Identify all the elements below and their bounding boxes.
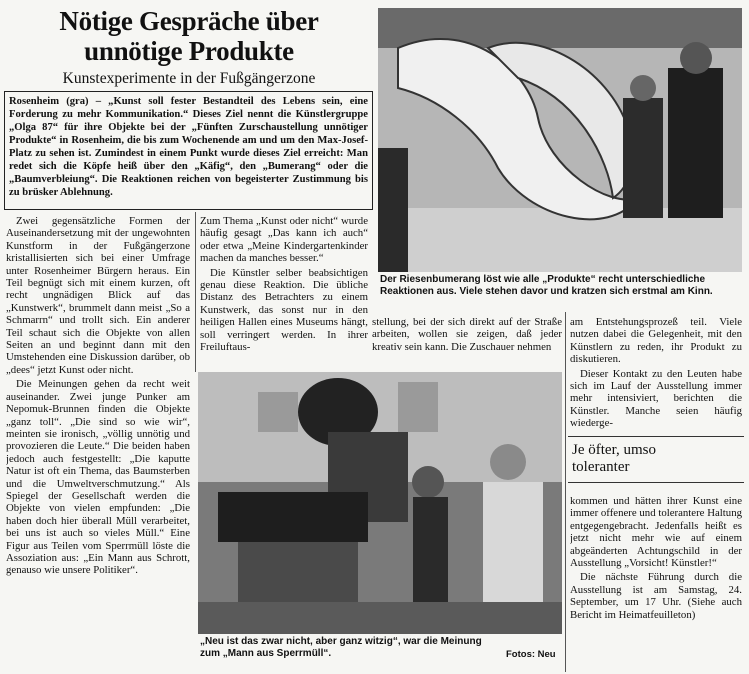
column-4-top (570, 316, 742, 432)
column-4-paragraph-4: Die nächste Führung durch die Ausstellung ist am Samstag, 24. September, um 17 Uhr. (Siehe auch Bericht im Heimatfeuilleton) (570, 571, 742, 621)
column-4-paragraph-2: Dieser Kontakt zu den Leuten habe sich im Lauf der Ausstellung immer mehr intensiviert, berichten die Künstler. Manche seien häufig wiederge- (570, 367, 742, 430)
column-2-paragraph-1: Zum Thema „Kunst oder nicht“ wurde häufig gesagt „Das kann ich auch“ oder etwa „Meine Kindergartenkinder machen da manches besser.“ (200, 215, 368, 265)
photo-sperrmuell-caption: „Neu ist das zwar nicht, aber ganz witzig“, war die Meinung zum „Mann aus Sperrmüll“. (200, 636, 482, 659)
column-2-paragraph-2: Die Künstler selber beabsichtigen genau diese Reaktion. Die übliche Distanz des Betrachters zu einem Kunstwerk, das sonst nur in den heiligen Hallen eines Museums hängt, soll verringert werden. In ihrer Freiluftaus- (200, 266, 368, 354)
photo-credit: Fotos: Neu (506, 649, 556, 660)
photo-sperrmuell-image (198, 372, 562, 634)
column-3 (372, 316, 562, 368)
column-4-paragraph-3: kommen und hätten ihrer Kunst eine immer offenere und tolerantere Haltung entgegengebracht. Jedenfalls heißt es jetzt nicht mehr wie auf einem abgeänderten Achtungschild in der Ausstellung „Vorsicht! Künstler!“ (570, 495, 742, 570)
column-1 (6, 215, 190, 671)
subheadline: Kunstexperimente in der Fußgängerzone (62, 70, 316, 87)
column-4-paragraph-1: am Entstehungsprozeß teil. Viele nutzen dabei die Gelegenheit, mit den Künstlern zu reden, ihr Produkt zu diskutieren. (570, 316, 742, 366)
column-1-paragraph-2: Die Meinungen gehen da recht weit auseinander. Zwei junge Punker am Nepomuk-Brunnen finden die Objekte „ganz toll“. „Die sind so wie wir“, meinten sie ironisch, „völlig unnötig und provozieren die Leute.“ Die beiden haben jedoch auch festgestellt: „Die kaputte Natur ist oft ein Thema, das Baumsterben und die Umweltverschmutzung.“ Als Spiegel der Gesellschaft werden die Objekte von vielen empfunden: „Die haben doch hier überall Müll verarbeitet, bei uns ist auch so vieles Müll.“ Eine Figur aus Teilen vom Sperrmüll löste die Assoziation aus: „Ein Mann aus Schrott, genauso wie unsere Politiker“. (6, 378, 190, 577)
column-2 (200, 215, 368, 367)
photo-boomerang-image (378, 8, 742, 272)
subheading-line-1: Je öfter, umso (572, 442, 656, 458)
photo-boomerang-caption: Der Riesenbumerang löst wie alle „Produkte“ recht unterschiedliche Reaktionen aus. Viele stehen davor und kratzen sich erstmal am Kinn. (380, 274, 713, 297)
headline-line-1: Nötige Gespräche über (59, 6, 319, 36)
photo-boomerang (378, 8, 742, 272)
subheading-toleranter (572, 442, 742, 476)
headline-line-2: unnötige Produkte (84, 36, 294, 66)
photo-sperrmuell (198, 372, 562, 634)
subheading-line-2: toleranter (572, 459, 630, 475)
column-1-paragraph-1: Zwei gegensätzliche Formen der Auseinandersetzung mit der ungewohnten Kunstform in der Fußgängerzone kristallisierten sich bei einer Umfrage unter Rosenheimer Bürgern heraus. Ein Teil begnügt sich mit einem kurzen, oft recht ungnädigen Blick auf das „Kunstwerk“, brummelt dann meist „So a Schmarrn“ und trollt sich. Ein anderer Teil schaut sich die Objekte von allen Seiten an und beginnt dann mit den Umstehenden eine Diskussion darüber, ob „dees“ jetzt Kunst oder nicht. (6, 215, 190, 376)
headline (6, 6, 372, 66)
column-3-paragraph-1: stellung, bei der sich direkt auf der Straße arbeiten, wollen sie zeigen, daß jeder kreativ sein kann. Die Zuschauer nehmen (372, 316, 562, 353)
lead-paragraph: Rosenheim (gra) – „Kunst soll fester Bestandteil des Lebens sein, eine Forderung zu mehr Kommunikation.“ Dieses Ziel nennt die Künstlergruppe „Olga 87“ für ihre Objekte bei der „Fünften Zurschaustellung unnötiger Produkte“ in Rosenheim, die bis zum Wochenende am und um den Max-Josef-Platz zu sehen ist. Zumindest in einem Punkt wurde dieses Ziel erreicht: Man redet sich die Köpfe heiß über den „Käfig“, den „Bumerang“ oder die „Baumverbleiung“. Die Reaktionen reichen von begeisterter Zustimmung bis zu brüsker Ablehnung. (4, 91, 373, 210)
column-4-bottom (570, 495, 742, 671)
